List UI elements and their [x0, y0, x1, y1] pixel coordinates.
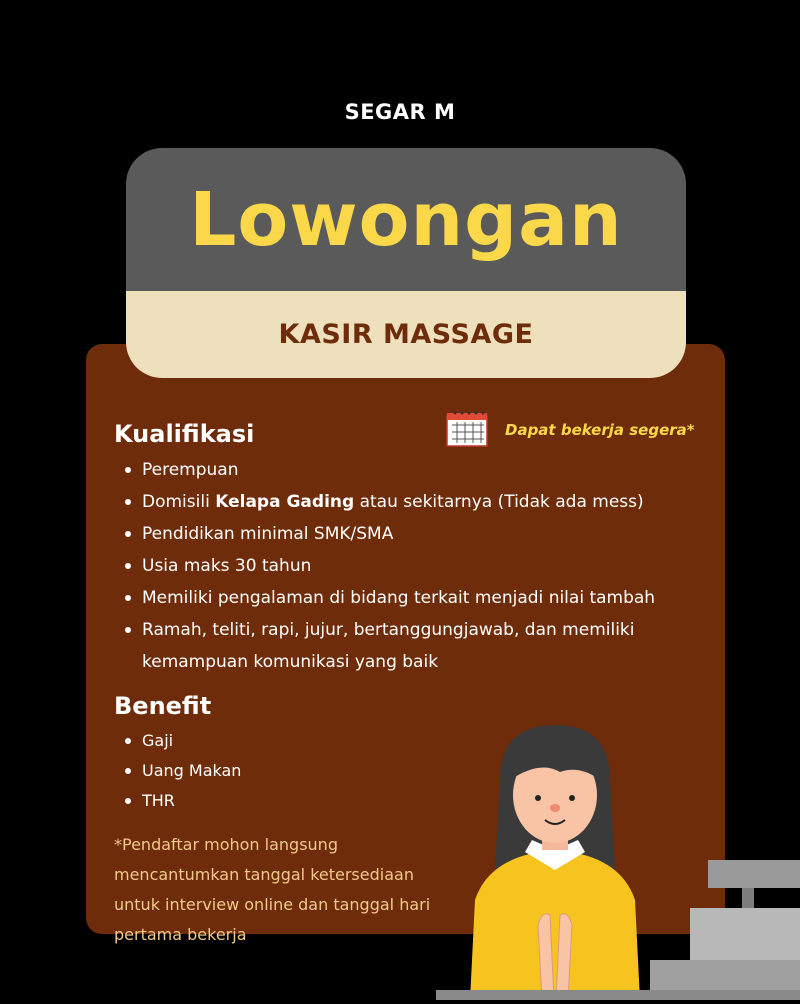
- qualifications-heading: Kualifikasi: [114, 420, 255, 448]
- position-banner: [126, 291, 686, 378]
- counter-edge: [436, 990, 800, 1000]
- list-item: Ramah, teliti, rapi, jujur, bertanggungjawab, dan memiliki kemampuan komunikasi yang baik: [114, 614, 662, 678]
- benefits-list: [114, 726, 241, 816]
- title-banner: [126, 148, 686, 291]
- position-title: KASIR MASSAGE: [278, 319, 534, 350]
- benefits-heading: Benefit: [114, 692, 212, 720]
- list-item: THR: [114, 786, 241, 816]
- availability-badge: [443, 408, 695, 452]
- availability-text: Dapat bekerja segera*: [505, 421, 695, 439]
- list-item: Perempuan: [114, 454, 662, 486]
- list-item: Memiliki pengalaman di bidang terkait menjadi nilai tambah: [114, 582, 662, 614]
- application-note: *Pendaftar mohon langsung mencantumkan tanggal ketersediaan untuk interview online dan tanggal hari pertama bekerja: [114, 835, 431, 944]
- brand-name: SEGAR M: [344, 100, 456, 124]
- woman-greeting-illustration: [430, 720, 670, 1004]
- qualifications-list: [114, 454, 662, 678]
- page-title: Lowongan: [189, 176, 623, 263]
- list-item: Uang Makan: [114, 756, 241, 786]
- list-item: Domisili Kelapa Gading atau sekitarnya (Tidak ada mess): [114, 486, 662, 518]
- calendar-icon: [443, 408, 493, 452]
- cash-register-illustration: [650, 860, 800, 1004]
- list-item: Gaji: [114, 726, 241, 756]
- list-item: Pendidikan minimal SMK/SMA: [114, 518, 662, 550]
- title-card: [126, 148, 686, 378]
- list-item: Usia maks 30 tahun: [114, 550, 662, 582]
